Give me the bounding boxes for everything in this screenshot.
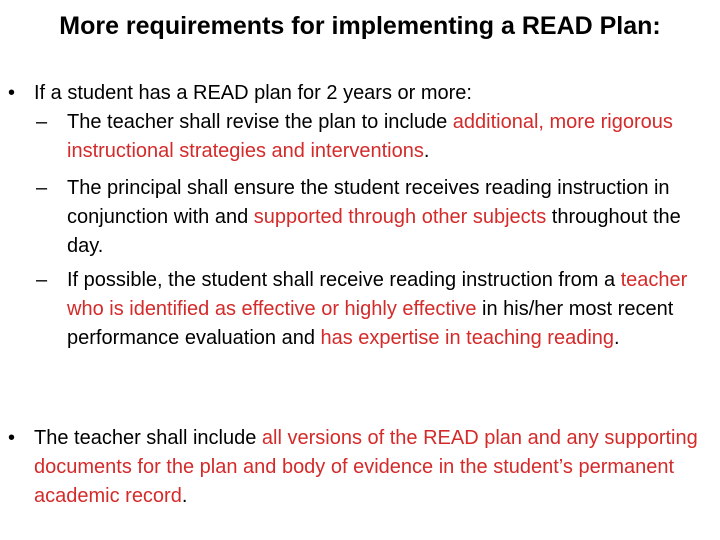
sub-bullet-text [36, 266, 704, 353]
highlight-run: has expertise in teaching reading [320, 327, 615, 349]
slide-title: More requirements for implementing a READ Plan: [59, 12, 661, 40]
highlight-run: additional, more rigorous instructional strategies and interventions [67, 111, 673, 162]
text-run: The teacher shall revise the plan to include [67, 111, 453, 133]
dash-marker: – [36, 177, 48, 199]
bullet-marker: • [8, 427, 16, 449]
text-run: The principal shall ensure the student receives reading instruction in conjunction with and [67, 177, 670, 228]
bullet-marker: • [8, 82, 16, 104]
dash-marker: – [36, 111, 48, 133]
highlight-run: teacher who is identified as effective or highly effective [67, 269, 688, 320]
bullet-item [8, 79, 708, 108]
text-run: . [614, 327, 620, 349]
text-run: in his/her most recent performance evaluation and [67, 298, 674, 349]
text-run: The teacher shall include [34, 427, 262, 449]
sub-bullet-text [36, 108, 704, 166]
sub-bullet-item [36, 108, 704, 166]
text-run: throughout the day. [67, 206, 681, 257]
bullet-item [8, 424, 708, 511]
text-run: . [423, 140, 430, 162]
highlight-run: all versions of the READ plan and any supporting documents for the plan and body of evidence in the student’s permanent academic record [34, 427, 698, 507]
text-run: . [181, 485, 188, 507]
sub-bullet-text [36, 174, 704, 261]
sub-bullet-item [36, 174, 704, 261]
dash-marker: – [36, 269, 48, 291]
bullet-text [8, 424, 708, 511]
text-run: If possible, the student shall receive reading instruction from a [67, 269, 621, 291]
highlight-run: supported through other subjects [253, 206, 547, 228]
bullet-text: If a student has a READ plan for 2 years or more: [34, 82, 472, 104]
sub-bullet-item [36, 266, 704, 353]
